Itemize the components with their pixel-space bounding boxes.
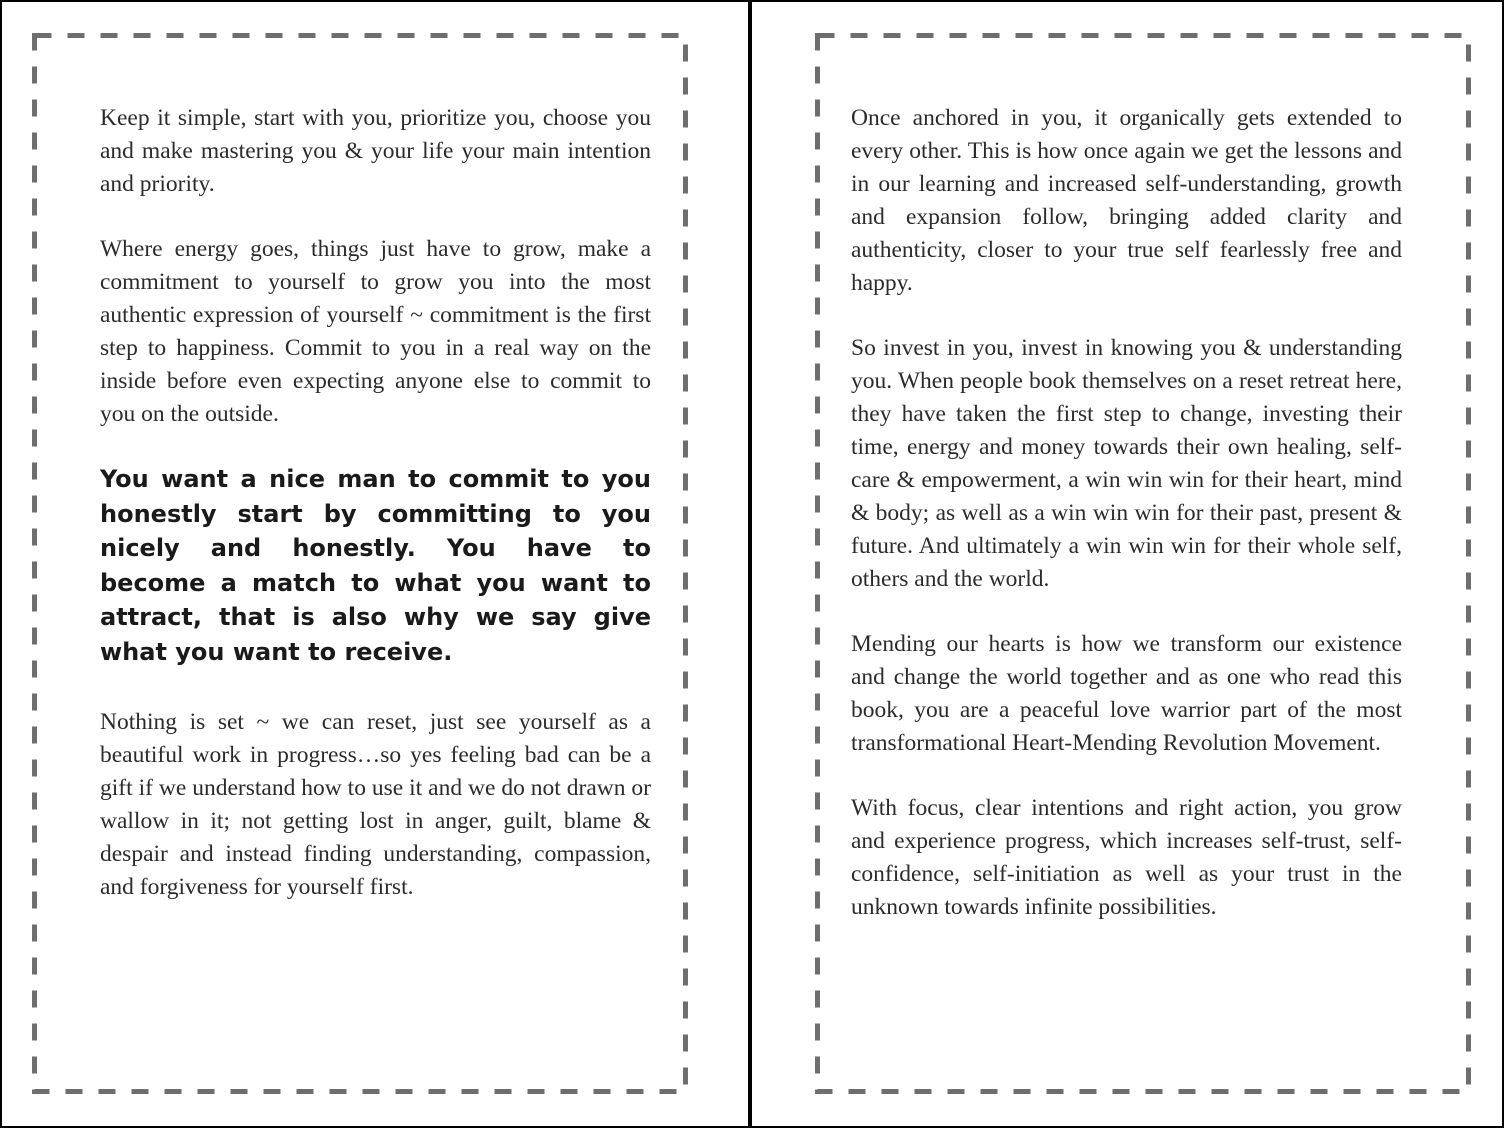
left-page-text: [100, 102, 651, 936]
paragraph: Keep it simple, start with you, prioritize you, choose you and make mastering you & your life your main intention and priority.: [100, 105, 651, 197]
right-page: [752, 0, 1502, 1128]
emphasized-paragraph: You want a nice man to commit to you honestly start by committing to you nicely and honestly. You have to become a match to what you want to attract, that is also why we say give what you want to receive.: [100, 465, 651, 666]
paragraph: Nothing is set ~ we can reset, just see yourself as a beautiful work in progress…so yes feeling bad can be a gift if we understand how to use it and we do not drawn or wallow in it; not getting lost in anger, guilt, blame & despair and instead finding understanding, compassion, and forgiveness for yourself first.: [100, 708, 651, 900]
paragraph: Where energy goes, things just have to grow, make a commitment to yourself to grow you into the most authentic expression of yourself ~ commitment is the first step to happiness. Commit to you in a real way on the inside before even expecting anyone else to commit to you on the outside.: [100, 236, 651, 427]
paragraph: So invest in you, invest in knowing you & understanding you. When people book themselves on a reset retreat here, they have taken the first step to change, investing their time, energy and money towards their own healing, self-care & empowerment, a win win win for their heart, mind & body; as well as a win win win for their past, present & future. And ultimately a win win win for their whole self, others and the world.: [851, 335, 1402, 592]
paragraph: Once anchored in you, it organically gets extended to every other. This is how once again we get the lessons and in our learning and increased self-understanding, growth and expansion follow, bringing added clarity and authenticity, closer to your true self fearlessly free and happy.: [851, 105, 1402, 296]
paragraph: Mending our hearts is how we transform our existence and change the world together and as one who read this book, you are a peaceful love warrior part of the most transformational Heart-Mending Revolution Movement.: [851, 631, 1402, 756]
paragraph: With focus, clear intentions and right action, you grow and experience progress, which increases self-trust, self-confidence, self-initiation as well as your trust in the unknown towards infinite possibilities.: [851, 795, 1402, 920]
left-page: [0, 0, 748, 1128]
right-page-text: [851, 102, 1402, 956]
